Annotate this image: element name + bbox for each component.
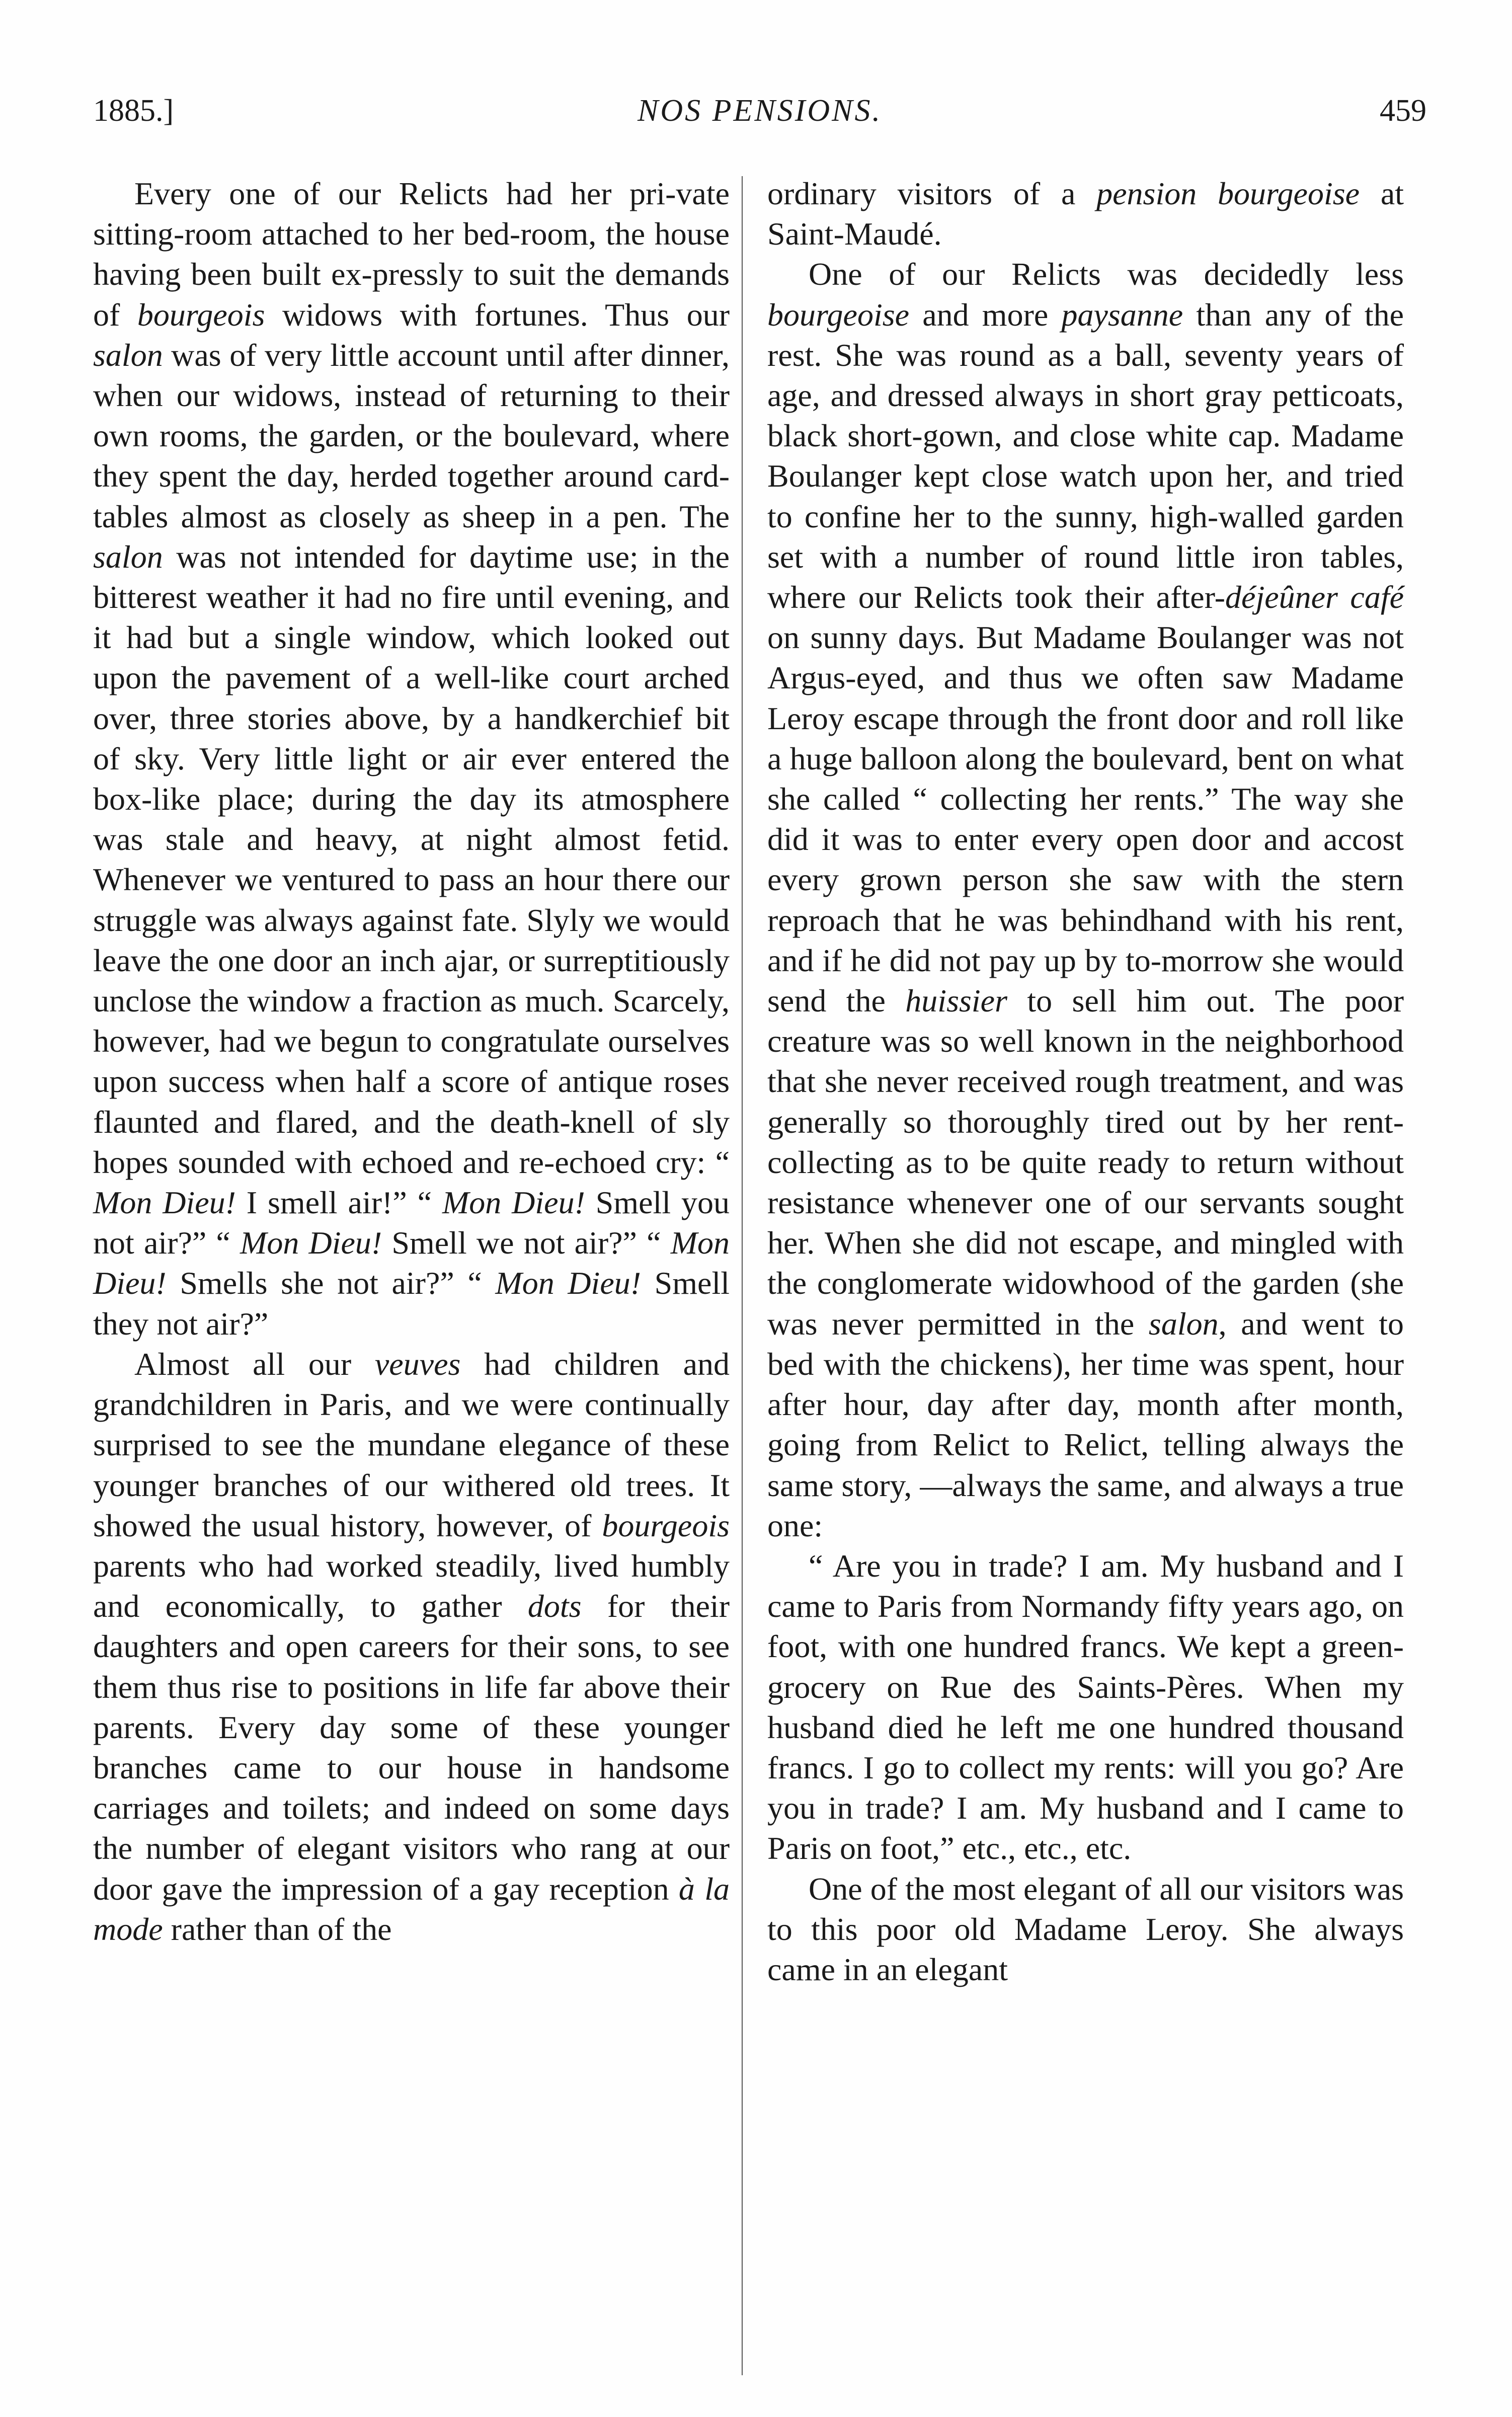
column-divider: [742, 176, 743, 2375]
header-title: NOS PENSIONS.: [638, 94, 882, 128]
running-head: [93, 88, 1426, 133]
header-year: 1885.]: [93, 94, 174, 128]
paragraph: One of our Relicts was decidedly less bourgeoise and more paysanne than any of the rest. She was round as a ball, seventy years of age, and dressed always in short gray petticoats, black short-gown, and close white cap. Madame Boulanger kept close watch upon her, and tried to confine her to the sunny, high-walled garden set with a number of round little iron tables, where our Relicts took their after-déjeûner café on sunny days. But Madame Boulanger was not Argus-eyed, and thus we often saw Madame Leroy escape through the front door and roll like a huge balloon along the boulevard, bent on what she called “ collecting her rents.” The way she did it was to enter every open door and accost every grown person she saw with the stern reproach that he was behindhand with his rent, and if he did not pay up by to-morrow she would send the huissier to sell him out. The poor creature was so well known in the neighborhood that she never received rough treatment, and was generally so thoroughly tired out by her rent-collecting as to be quite ready to return without resistance whenever one of our servants sought her. When she did not escape, and mingled with the conglomerate widowhood of the garden (she was never permitted in the salon, and went to bed with the chickens), her time was spent, hour after hour, day after day, month after month, going from Relict to Relict, telling always the same story, —always the same, and always a true one:: [767, 256, 1404, 1543]
right-column: [767, 174, 1404, 1990]
page-number: 459: [1380, 94, 1426, 128]
left-column: [93, 174, 730, 1950]
paragraph-continued: ordinary visitors of a pension bourgeoise at Saint-Maudé.: [767, 176, 1404, 252]
paragraph: Almost all our veuves had children and grandchildren in Paris, and we were continually surprised to see the mundane elegance of these younger branches of our withered old trees. It showed the usual history, however, of bourgeois parents who had worked steadily, lived humbly and economically, to gather dots for their daughters and open careers for their sons, to see them thus rise to positions in life far above their parents. Every day some of these younger branches came to our house in handsome carriages and toilets; and indeed on some days the number of elegant visitors who rang at our door gave the impression of a gay reception à la mode rather than of the: [93, 1346, 730, 1947]
paragraph: One of the most elegant of all our visitors was to this poor old Madame Leroy. She always came in an elegant: [767, 1870, 1404, 1987]
paragraph: “ Are you in trade? I am. My husband and I came to Paris from Normandy fifty years ago, on foot, with one hundred francs. We kept a green-grocery on Rue des Saints-Pères. When my husband died he left me one hundred thousand francs. I go to collect my rents: will you go? Are you in trade? I am. My husband and I came to Paris on foot,” etc., etc., etc.: [767, 1547, 1404, 1866]
paragraph: Every one of our Relicts had her pri-vate sitting-room attached to her bed-room, the house having been built ex-pressly to suit the demands of bourgeois widows with fortunes. Thus our salon was of very little account until after dinner, when our widows, instead of returning to their own rooms, the garden, or the boulevard, where they spent the day, herded together around card-tables almost as closely as sheep in a pen. The salon was not intended for daytime use; in the bitterest weather it had no fire until evening, and it had but a single window, which looked out upon the pavement of a well-like court arched over, three stories above, by a handkerchief bit of sky. Very little light or air ever entered the box-like place; during the day its atmosphere was stale and heavy, at night almost fetid. Whenever we ventured to pass an hour there our struggle was always against fate. Slyly we would leave the one door an inch ajar, or surreptitiously unclose the window a fraction as much. Scarcely, however, had we begun to congratulate ourselves upon success when half a score of antique roses flaunted and flared, and the death-knell of sly hopes sounded with echoed and re-echoed cry: “ Mon Dieu! I smell air!” “ Mon Dieu! Smell you not air?” “ Mon Dieu! Smell we not air?” “ Mon Dieu! Smells she not air?” “ Mon Dieu! Smell they not air?”: [93, 176, 730, 1342]
